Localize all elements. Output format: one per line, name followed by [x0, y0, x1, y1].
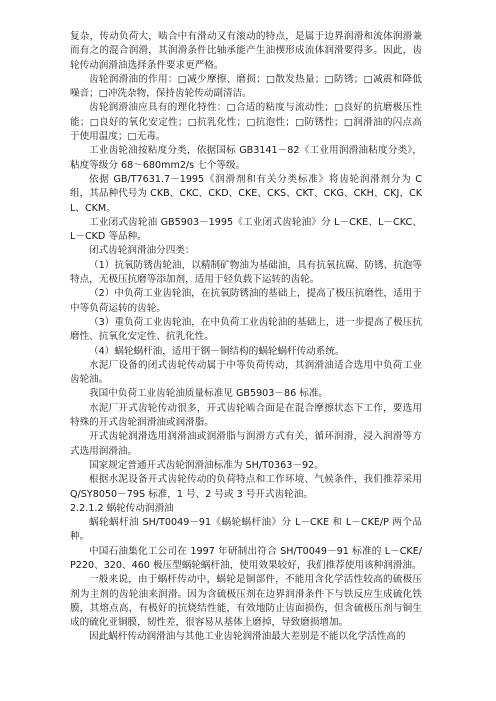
paragraph: 工业闭式齿轮油 GB5903－1995《工业闭式齿轮油》分 L－CKE、L－CKC、L－CKD 等品种。	[70, 216, 422, 243]
section-heading: 2.2.1.2 蜗轮传动润滑油	[70, 502, 174, 514]
paragraph: 齿轮润滑油的作用：□减少摩擦、磨损；□散发热量；□防锈；□减震和降低噪音；□冲洗杂物，保持齿轮传动副清洁。	[70, 73, 422, 100]
paragraph: 闭式齿轮润滑油分四类：	[89, 245, 195, 257]
paragraph: 因此蜗杆传动润滑油与其他工业齿轮润滑油最大差别是不能以化学活性高的	[89, 631, 406, 643]
paragraph: 依据 GB/T7631.7－1995《润滑剂和有关分类标准》将齿轮润滑剂分为 C 组，其品种代号为 CKB、CKC、CKD、CKE、CKS、CKT、CKG、CKH、CKJ、CKL、CKM。	[70, 173, 422, 214]
paragraph: 中国石油集化工公司在 1997 年研制出符合 SH/T0049－91 标准的 L－CKE/P220、320、460 极压型蜗轮蜗杆油，使用效果较好，我们推荐使用该种润滑油。	[70, 545, 422, 571]
paragraph: （4）蜗轮蜗杆油，适用于钢－铜结构的蜗轮蜗杆传动系统。	[89, 345, 345, 357]
paragraph: 齿轮润滑油应具有的理化特性：□合适的粘度与流动性；□良好的抗磨极压性能；□良好的氧化安定性；□抗乳化性；□抗泡性；□防锈性；□润滑油的闪点高于使用温度；□无毒。	[70, 102, 422, 143]
document-body	[70, 30, 422, 645]
paragraph: 蜗轮蜗杆油 SH/T0049－91《蜗轮蜗杆油》分 L－CKE 和 L－CKE/P 两个品种。	[70, 517, 422, 543]
paragraph: （1）抗氧防锈齿轮油，以精制矿物油为基础油，具有抗氧抗腐、防锈、抗泡等特点，无极压抗磨等添加剂，适用于轻负载下运转的齿轮。	[70, 259, 422, 286]
paragraph: （3）重负荷工业齿轮油，在中负荷工业齿轮油的基础上，进一步提高了极压抗磨性、抗氧化安定性、抗乳化性。	[70, 316, 422, 343]
paragraph: 复杂，传动负荷大，啮合中有滑动又有滚动的特点，是属于边界润滑和流体润滑兼而有之的混合润滑，其润滑条件比轴承能产生油楔形成流体润滑要得多。因此，齿轮传动润滑油选择条件要求更严格。	[70, 31, 422, 71]
paragraph: 我国中负荷工业齿轮油质量标准见 GB5903－86 标准。	[89, 388, 329, 400]
paragraph: 工业齿轮油按粘度分类，依据国标 GB3141－82《工业用润滑油粘度分类》，粘度等级分 68～680mm2/s 七个等级。	[70, 145, 422, 171]
paragraph: 水泥厂开式齿轮传动很多，开式齿轮啮合面是在混合摩擦状态下工作，要选用特殊的开式齿轮润滑油或润滑脂。	[70, 402, 422, 429]
paragraph: （2）中负荷工业齿轮油，在抗氧防锈油的基础上，提高了极压抗磨性，适用于中等负荷运转的齿轮。	[70, 288, 422, 314]
paragraph: 国家规定普通开式齿轮润滑油标准为 SH/T0363－92。	[89, 459, 324, 471]
paragraph: 水泥厂设备的闭式齿轮传动属于中等负荷传动，其润滑油适合选用中负荷工业齿轮油。	[70, 359, 422, 386]
paragraph: 根据水泥设备开式齿轮传动的负荷特点和工作环境、气候条件，我们推荐采用 Q/SY8050－79S 标准，1 号、2 号或 3 号开式齿轮油。	[70, 474, 422, 500]
paragraph: 一般来说，由于蜗杆传动中，蜗轮是铜部件，不能用含化学活性较高的硫极压剂为主剂的齿轮油来润滑。因为含硫极压剂在边界润滑条件下与铁反应生成硫化铁膜，其熔点高，有极好的抗烧结性能，有效地防止齿面损伤，但含硫极压剂与铜生成的硫化亚铜膜，韧性差，很容易从基体上磨掉，导致磨损增加。	[70, 574, 422, 629]
paragraph: 开式齿轮润滑选用润滑油或润滑脂与润滑方式有关，循环润滑，浸入润滑等方式选用润滑油。	[70, 431, 422, 457]
